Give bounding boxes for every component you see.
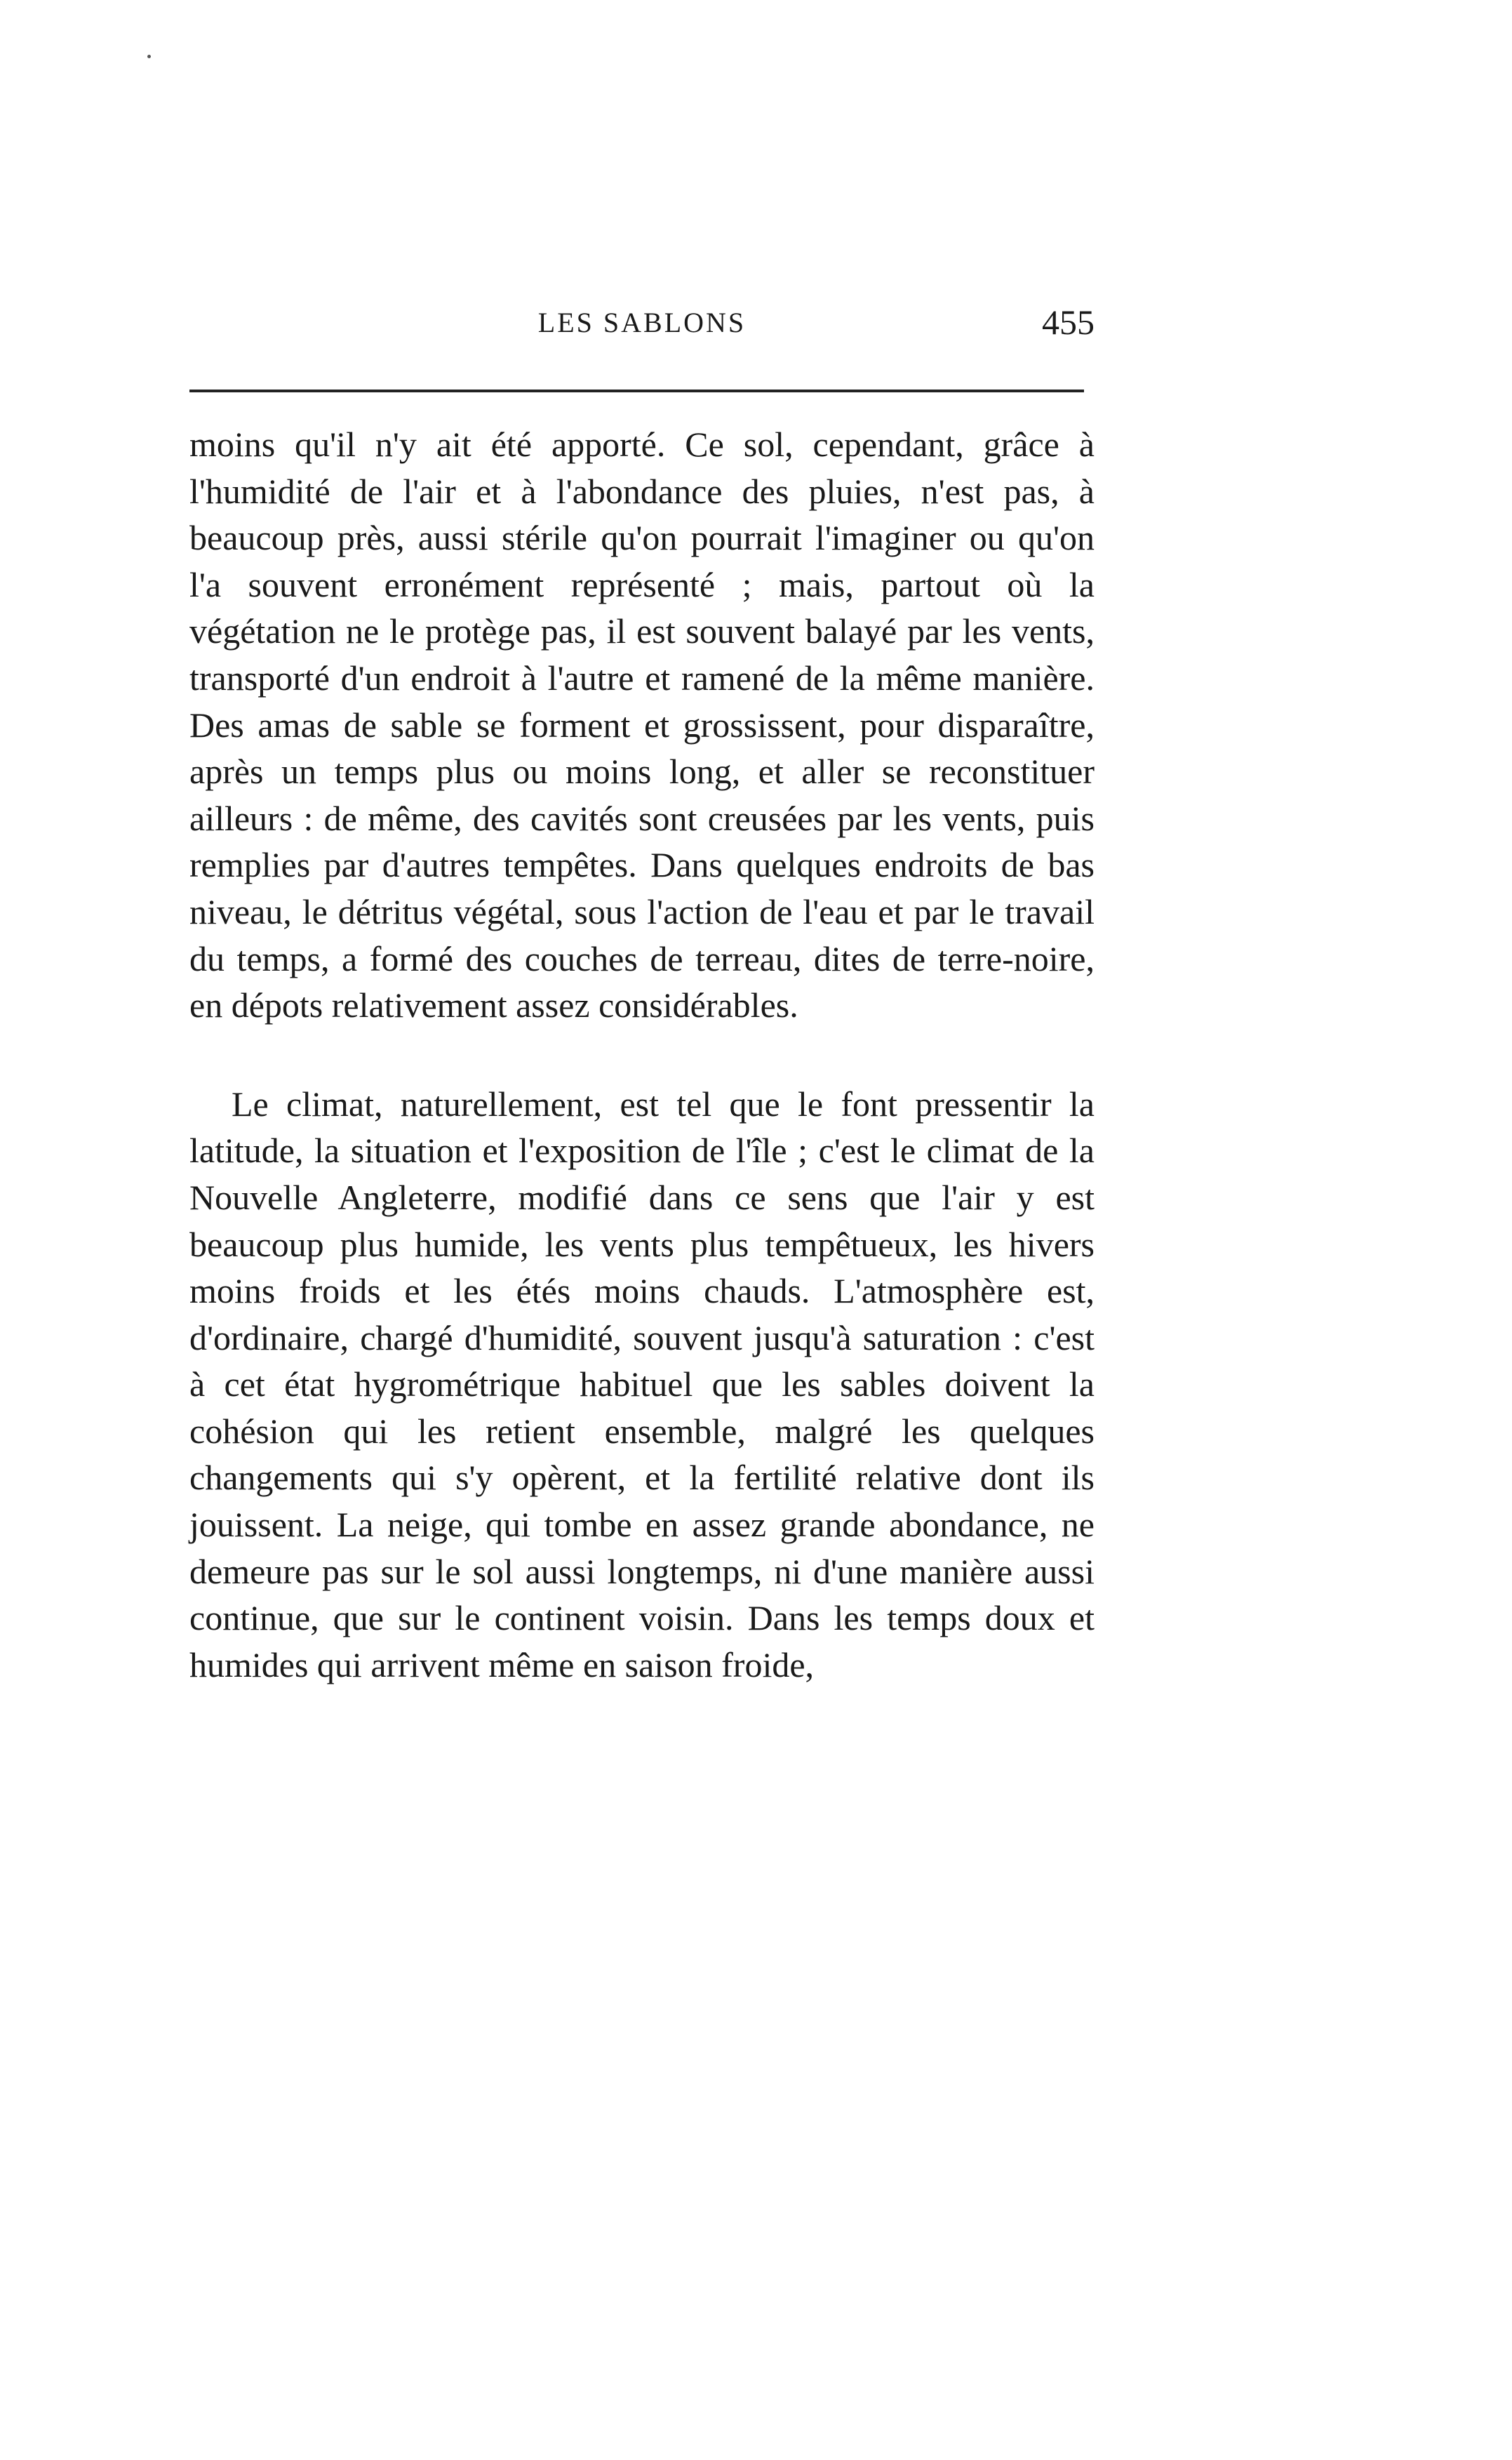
running-head bbox=[189, 302, 1095, 351]
running-title: LES SABLONS bbox=[537, 307, 747, 338]
body-text bbox=[189, 421, 1095, 1688]
paragraph-1: moins qu'il n'y ait été apporté. Ce sol, cependant, grâce à l'humidité de l'air et à l'abondance des pluies, n'est pas, à beaucoup près, aussi stérile qu'on pourrait l'imaginer ou qu'on l'a souvent erronément représenté ; mais, partout où la végétation ne le protège pas, il est souvent balayé par les vents, transporté d'un endroit à l'autre et ramené de la même manière. Des amas de sable se forment et grossissent, pour disparaître, après un temps plus ou moins long, et aller se reconstituer ailleurs : de même, des cavités sont creusées par les vents, puis remplies par d'autres tempêtes. Dans quelques endroits de bas niveau, le détritus végétal, sous l'action de l'eau et par le travail du temps, a formé des couches de terreau, dites de terre-noire, en dépots relativement assez considérables. bbox=[189, 425, 1095, 1025]
page-number: 455 bbox=[1042, 302, 1095, 342]
header-rule bbox=[189, 390, 1084, 392]
paragraph-2: Le climat, naturellement, est tel que le font pressentir la latitude, la situation et l'exposition de l'île ; c'est le climat de la Nouvelle Angleterre, modifié dans ce sens que l'air y est beaucoup plus humide, les vents plus tempêtueux, les hivers moins froids et les étés moins chauds. L'atmosphère est, d'ordinaire, chargé d'humidité, souvent jusqu'à saturation : c'est à cet état hygrométrique habituel que les sables doivent la cohésion qui les retient ensemble, malgré les quelques changements qui s'y opèrent, et la fertilité relative dont ils jouissent. La neige, qui tombe en assez grande abondance, ne demeure pas sur le sol aussi longtemps, ni d'une manière aussi continue, que sur le continent voisin. Dans les temps doux et humides qui arrivent même en saison froide, bbox=[189, 1084, 1095, 1684]
print-speck bbox=[147, 55, 151, 58]
